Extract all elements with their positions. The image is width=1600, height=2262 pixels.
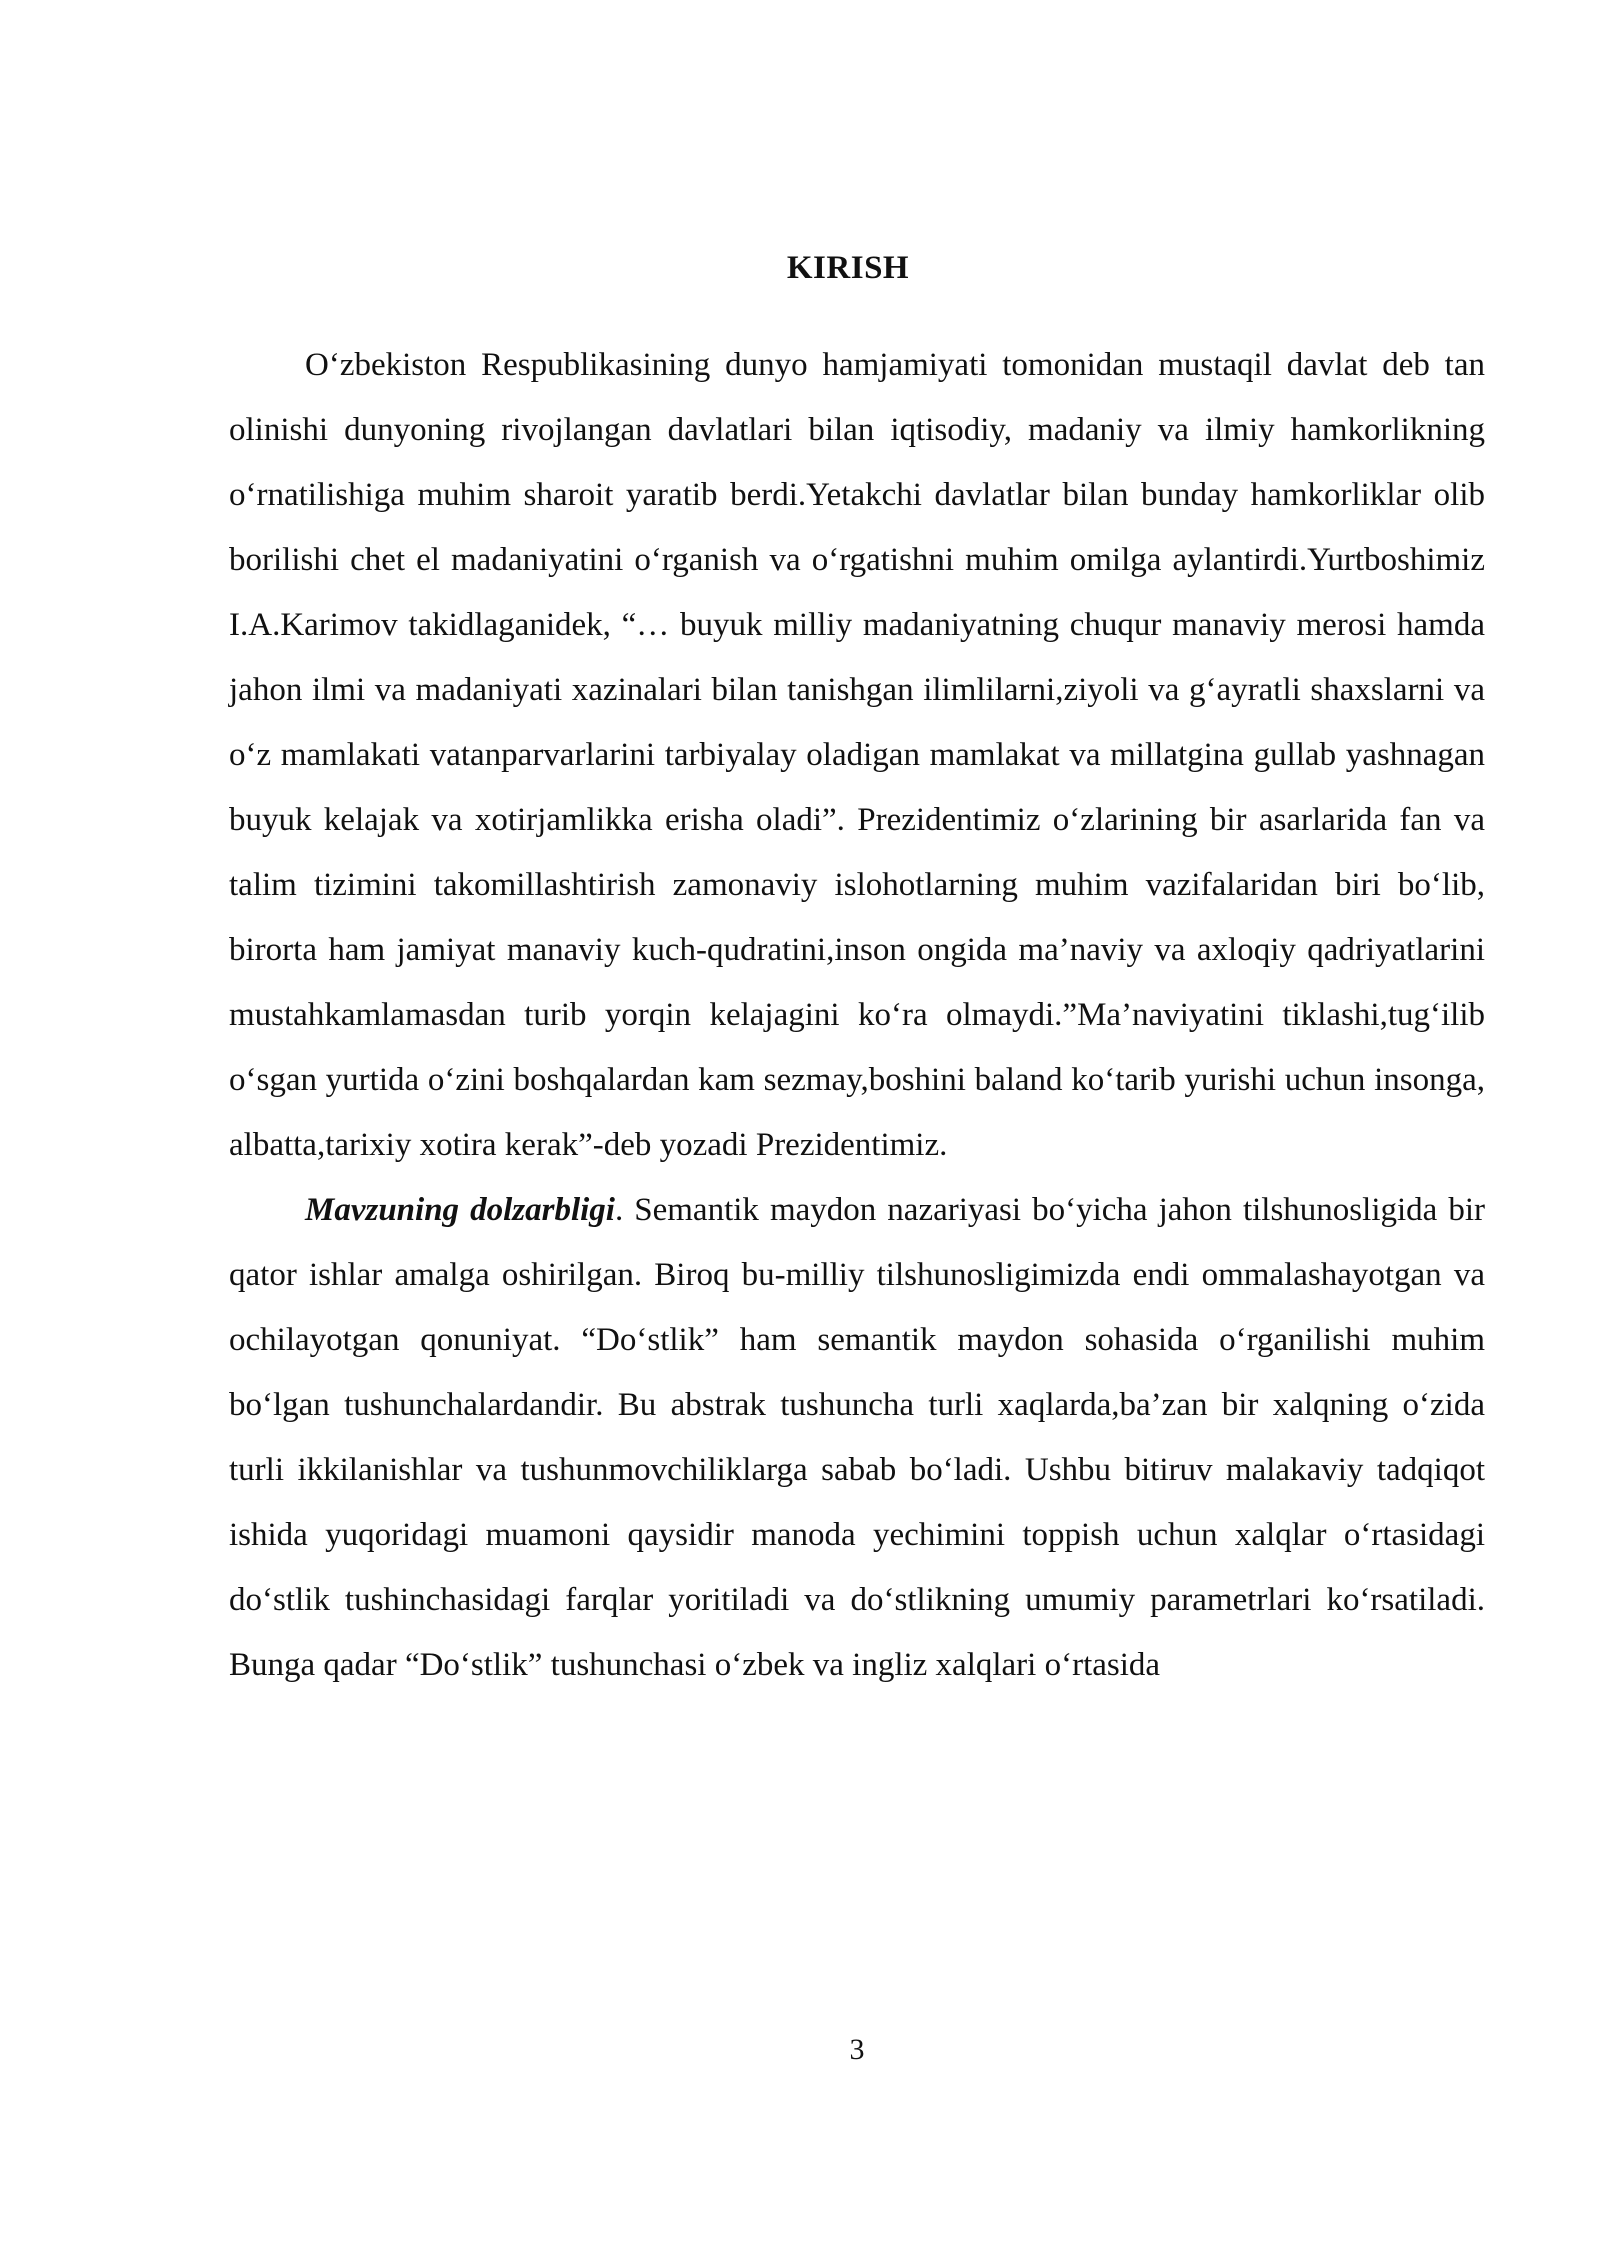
section-title: KIRISH — [786, 250, 910, 286]
paragraph-intro — [229, 333, 1485, 1178]
paragraph-lead: Mavzuning dolzarbligi — [305, 1192, 615, 1228]
page-number: 3 — [849, 2033, 865, 2066]
paragraph-relevance — [229, 1178, 1485, 1698]
body-text — [229, 333, 1485, 1698]
paragraph-text: . Semantik maydon nazariyasi bo‘yicha jahon tilshunosligida bir qator ishlar amalga oshirilgan. Biroq bu-milliy tilshunosligimizda endi ommalashayotgan va ochilayotgan qonuniyat. “Do‘stlik” ham semantik maydon sohasida o‘rganilishi muhim bo‘lgan tushunchalardandir. Bu abstrak tushuncha turli xaqlarda,ba’zan bir xalqning o‘zida turli ikkilanishlar va tushunmovchiliklarga sabab bo‘ladi. Ushbu bitiruv malakaviy tadqiqot ishida yuqoridagi muamoni qaysidir manoda yechimini toppish uchun xalqlar o‘rtasidagi do‘stlik tushinchasidagi farqlar yoritiladi va do‘stlikning umumiy parametrlari ko‘rsatiladi. Bunga qadar “Do‘stlik” tushunchasi o‘zbek va ingliz xalqlari o‘rtasida — [229, 1192, 1485, 1683]
paragraph-text: O‘zbekiston Respublikasining dunyo hamjamiyati tomonidan mustaqil davlat deb tan olinishi dunyoning rivojlangan davlatlari bilan iqtisodiy, madaniy va ilmiy hamkorlikning o‘rnatilishiga muhim sharoit yaratib berdi.Yetakchi davlatlar bilan bunday hamkorliklar olib borilishi chet el madaniyatini o‘rganish va o‘rgatishni muhim omilga aylantirdi.Yurtboshimiz I.A.Karimov takidlaganidek, “… buyuk milliy madaniyatning chuqur manaviy merosi hamda jahon ilmi va madaniyati xazinalari bilan tanishgan ilimlilarni,ziyoli va g‘ayratli shaxslarni va o‘z mamlakati vatanparvarlarini tarbiyalay oladigan mamlakat va millatgina gullab yashnagan buyuk kelajak va xotirjamlikka erisha oladi”. Prezidentimiz o‘zlarining bir asarlarida fan va talim tizimini takomillashtirish zamonaviy islohotlarning muhim vazifalaridan biri bo‘lib, birorta ham jamiyat manaviy kuch-qudratini,inson ongida ma’naviy va axloqiy qadriyatlarini mustahkamlamasdan turib yorqin kelajagini ko‘ra olmaydi.”Ma’naviyatini tiklashi,tug‘ilib o‘sgan yurtida o‘zini boshqalardan kam sezmay,boshini baland ko‘tarib yurishi uchun insonga, albatta,tarixiy xotira kerak”-deb yozadi Prezidentimiz. — [229, 347, 1485, 1163]
